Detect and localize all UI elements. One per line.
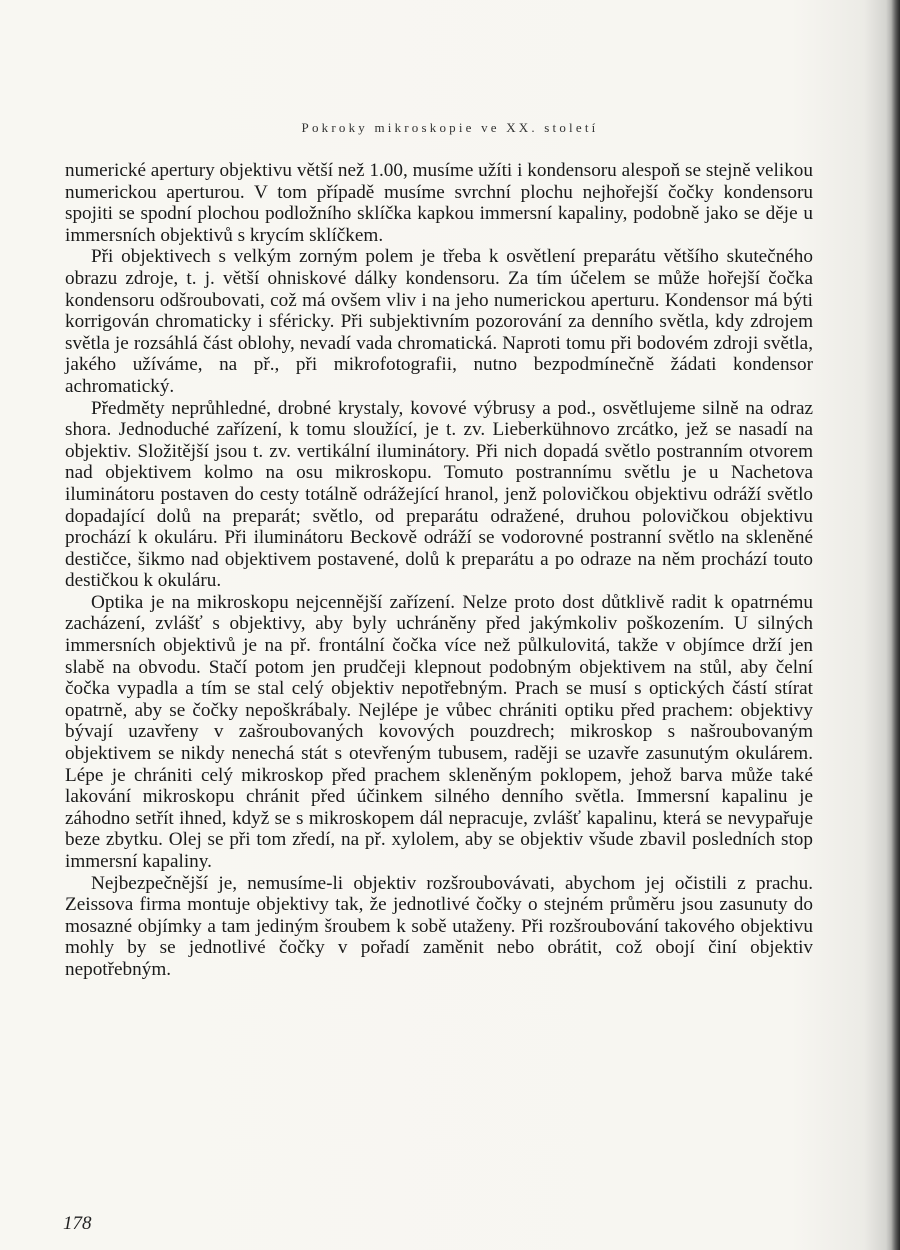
paragraph-1: numerické apertury objektivu větší než 1.00, musíme užíti i kondensoru alespoň se stejně velikou numerickou aperturou. V tom případě musíme svrchní plochu nejhořejší čočky kondensoru spojiti se spodní plochou podložního sklíčka kapkou immersní kapaliny, podobně jako se děje u immersních objektivů s krycím sklíčkem.: [65, 160, 813, 246]
spine-shadow: [886, 0, 900, 1250]
paragraph-3: Předměty neprůhledné, drobné krystaly, kovové výbrusy a pod., osvětlujeme silně na odraz shora. Jednoduché zařízení, k tomu sloužící, je t. zv. Lieberkühnovo zrcátko, jež se nasadí na objektiv. Složitější jsou t. zv. vertikální iluminátory. Při nich dopadá světlo postranním otvorem nad objektivem kolmo na osu mikroskopu. Tomuto postrannímu světlu je u Nachetova iluminátoru postaven do cesty totálně odrážející hranol, jenž polovičkou objektivu odráží světlo dopadající dolů na preparát; světlo, od preparátu odražené, druhou polovičkou objektivu prochází k okuláru. Při iluminátoru Beckově odráží se vodorovné postranní světlo na skleněné destičce, šikmo nad objektivem postavené, dolů k preparátu a po odraze na něm prochází touto destičkou k okuláru.: [65, 397, 813, 592]
running-head: Pokroky mikroskopie ve XX. století: [301, 120, 599, 135]
paragraph-2: Při objektivech s velkým zorným polem je třeba k osvětlení preparátu většího skutečného obrazu zdroje, t. j. větší ohniskové dálky kondensoru. Za tím účelem se může hořejší čočka kondensoru odšroubovati, což má ovšem vliv i na jeho numerickou aperturu. Kondensor má býti korrigován chromaticky i sféricky. Při subjektivním pozorování za denního světla, kdy zdrojem světla je rozsáhlá část oblohy, nevadí vada chromatická. Naproti tomu při bodovém zdroji světla, jakého užíváme, na př., při mikrofotografii, nutno bezpodmínečně žádati kondensor achromatický.: [65, 246, 813, 397]
body-text: [65, 160, 813, 981]
page-number: 178: [63, 1213, 92, 1234]
paragraph-5: Nejbezpečnější je, nemusíme-li objektiv rozšroubovávati, abychom jej očistili z prachu. Zeissova firma montuje objektivy tak, že jednotlivé čočky o stejném průměru jsou zasunuty do mosazné objímky a tam jediným šroubem k sobě utaženy. Při rozšroubování takového objektivu mohly by se jednotlivé čočky v pořadí zaměnit nebo obrátit, což obojí činí objektiv nepotřebným.: [65, 872, 813, 980]
paragraph-4: Optika je na mikroskopu nejcennější zařízení. Nelze proto dost důtklivě radit k opatrnému zacházení, zvlášť s objektivy, aby byly uchráněny před jakýmkoliv poškozením. U silných immersních objektivů je na př. frontální čočka více než půlkulovitá, takže v objímce drží jen slabě na obvodu. Stačí potom jen prudčeji klepnout podobným objektivem na stůl, aby čelní čočka vypadla a tím se stal celý objektiv nepotřebným. Prach se musí s optických částí stírat opatrně, aby se čočky nepoškrábaly. Nejlépe je vůbec chrániti optiku před prachem: objektivy bývají uzavřeny v zašroubovaných kovových pouzdrech; mikroskop s našroubovaným objektivem se nikdy nenechá stát s otevřeným tubusem, raději se uzavře zasunutým okulárem. Lépe je chrániti celý mikroskop před prachem skleněným poklopem, jehož barva může také lakování mikroskopu chránit před účinkem silného denního světla. Immersní kapalinu je záhodno setřít ihned, když se s mikroskopem dál nepracuje, zvlášť kapalinu, která se nevypařuje beze zbytku. Olej se při tom zředí, na př. xylolem, aby se objektiv všude zbavil posledních stop immersní kapaliny.: [65, 591, 813, 872]
